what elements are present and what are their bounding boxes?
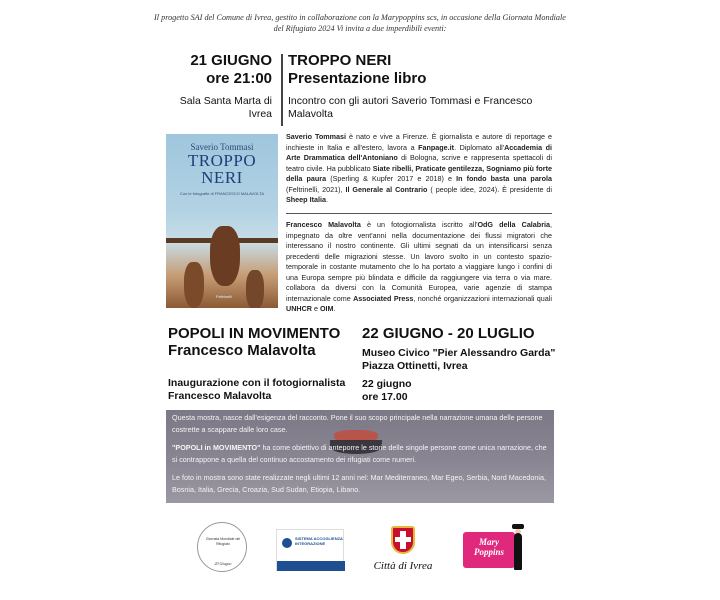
bio-name: Francesco Malavolta (286, 220, 361, 229)
event2-when-where (362, 325, 562, 373)
book-cover-hand (210, 226, 240, 286)
book-title-line2: NERI (201, 168, 243, 187)
book-cover (166, 134, 278, 308)
book-author: Saverio Tommasi (190, 142, 254, 152)
book-title (166, 152, 278, 186)
exhibition-description: Questa mostra, nasce dall'esigenza del racconto. Pone il suo scopo principale nella narrazione umana delle persone costrette a scappare dalle loro case. "POPOLI in MOVIMENTO" ha come obiettivo di anteporre le storie delle singole persone come unica narrazione, che si contrappone a quella del continuo accostamento dei rifugiati come numeri. Le foto in mostra sono state realizzate negli ultimi 12 anni nel: Mar Mediterraneo, Mar Egeo, Serbia, Nord Macedonia, Bosnia, Italia, Grecia, Croazia, Sud Sudan, Etiopia, Libano. (172, 413, 547, 494)
event1-subtitle: Presentazione libro (288, 70, 427, 87)
event1-date: 21 GIUGNO (190, 52, 272, 69)
book-publisher: Feltrinelli (216, 294, 233, 299)
event2-opening-time: 22 giugno ore 17.00 (362, 378, 412, 403)
event1-title: TROPPO NERI (288, 52, 392, 69)
book-cover-figure (184, 262, 204, 308)
event2-author: Francesco Malavolta (168, 342, 316, 359)
giornata-rifugiato-logo: Giornata Mondiale del Rifugiato 20 Giugno (197, 522, 247, 572)
sai-logo: SISTEMA ACCOGLIENZA INTEGRAZIONE (276, 529, 344, 571)
bio-separator (286, 213, 552, 214)
event1-time: ore 21:00 (206, 70, 272, 87)
intro-text: Il progetto SAI del Comune di Ivrea, gestito in collaborazione con la Marypoppins scs, in occasione della Giornata Mondiale del Rifugiato 2024 Vi invita a due imperdibili eventi: (154, 13, 566, 33)
event2-dates: 22 GIUGNO - 20 LUGLIO (362, 325, 535, 342)
sai-logo-icon (282, 538, 292, 548)
event1-meet-authors: Incontro con gli autori Saverio Tommasi e Francesco Malavolta (288, 95, 533, 120)
book-credit: Con le fotografie di FRANCESCO MALAVOLTA (179, 191, 265, 196)
mary-poppins-logo: Mary Poppins (463, 532, 515, 568)
event2-exhibition (168, 325, 358, 403)
event2-venue: Museo Civico "Pier Alessandro Garda" Piazza Ottinetti, Ivrea (362, 347, 556, 372)
book-cover-figure (246, 270, 264, 308)
event1-details (288, 52, 568, 121)
bio-francesco-malavolta: Francesco Malavolta è un fotogiornalista iscritto all'OdG della Calabria, impegnato da oltre vent'anni nella documentazione dei flussi migratori che interessano il nostro continente. Gli ultimi segnati da un intensificarsi senza precedenti delle migrazioni stesse. Un lavoro svolto in un contesto spazio-temporale in costante mutamento che lo ha portato a viaggiare lungo i confini di una Europa sempre più blindata e difficile da raggiungere via terra o via mare. collabora da diversi con la Comunità Europea, varie agenzie di stampa internazionale come Associated Press, nonché organizzazioni internazionali quali UNHCR e OIM. (286, 220, 552, 313)
mary-poppins-figure-icon (512, 524, 524, 570)
event1-when-where (160, 52, 272, 121)
event2-inauguration: Inaugurazione con il fotogiornalista Francesco Malavolta (168, 377, 346, 402)
event2-title: POPOLI IN MOVIMENTO (168, 325, 341, 342)
citta-di-ivrea-logo: Città di Ivrea (373, 560, 433, 572)
event1-venue: Sala Santa Marta di Ivrea (179, 95, 272, 120)
bio-saverio-tommasi: Saverio Tommasi è nato e vive a Firenze. È giornalista e autore di reportage e inchieste in Italia e all'estero, lavora a Fanpage.it. Diplomato all'Accademia di Arte Drammatica dell'Antoniano di Bologna, scrive e rappresenta spettacoli di teatro civile. Ha pubblicato Siate ribelli, Praticate gentilezza, Sogniamo più forte della paura (Sperling & Kupfer 2017 e 2018) e In fondo basta una parola (Feltrinelli, 2021), Il Generale al Contrario ( people idee, 2024). È presidente di Sheep Italia. (286, 132, 553, 204)
book-title-line1: TROPPO (187, 151, 257, 170)
vertical-divider (281, 54, 283, 126)
bio-name: Saverio Tommasi (286, 132, 346, 141)
